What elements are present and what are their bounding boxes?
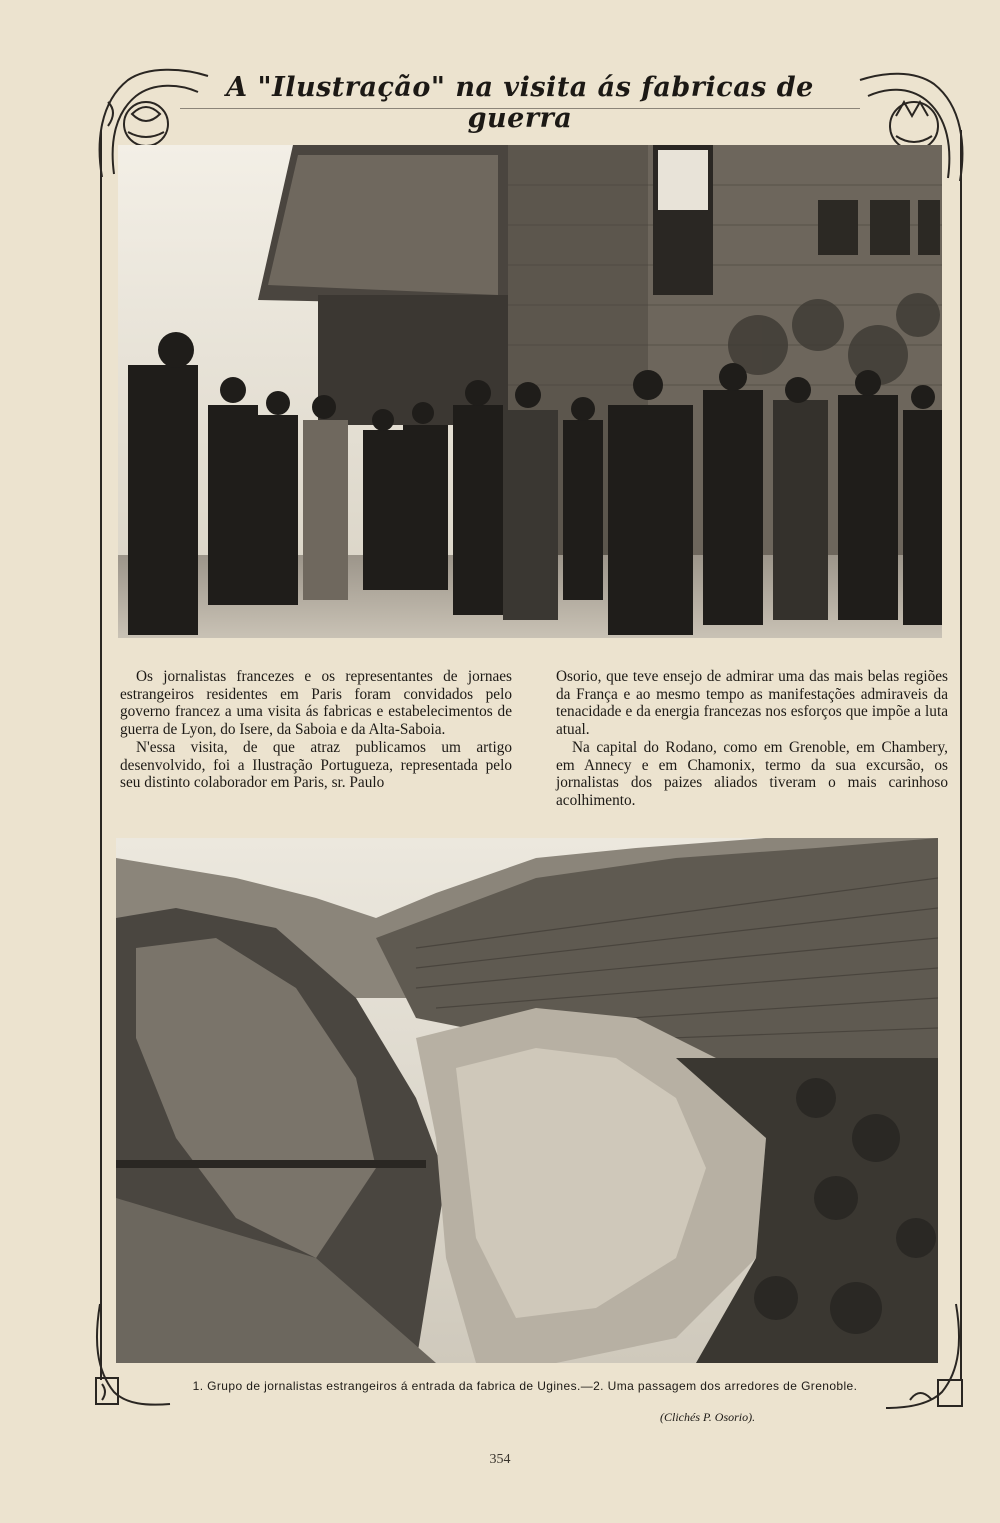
article-paragraph: Osorio, que teve ensejo de admirar uma das mais belas regiões da França e ao mesmo tempo as manifestações admiraveis da tenacidade e da energia francezas nos esforços que impõe a luta atual. [556,668,948,738]
photo-caption: 1. Grupo de jornalistas estrangeiros á entrada da fabrica de Ugines.—2. Uma passagem dos arredores de Grenoble. [192,1379,858,1393]
journalists-group-photo [118,145,942,638]
article-paragraph: N'essa visita, de que atraz publicamos um artigo desenvolvido, foi a Ilustração Portugueza, representada pelo seu distinto colaborador em Paris, sr. Paulo [120,739,512,791]
photo-credit: (Clichés P. Osorio). [660,1410,756,1424]
article-paragraph: Os jornalistas francezes e os representantes de jornaes estrangeiros residentes em Paris foram convidados pelo governo francez a uma visita ás fabricas e estabelecimentos de guerra de Lyon, do Isere, da Saboia e da Alta-Saboia. [120,668,512,738]
page-title: A "Ilustração" na visita ás fabricas de guerra [226,72,814,134]
grenoble-landscape-photo [116,838,938,1363]
article-right-column [556,668,948,809]
frame-left-border [100,130,102,1380]
article-paragraph: Na capital do Rodano, como em Grenoble, em Chambery, em Annecy e em Chamonix, termo da sua excursão, os jornalistas dos paizes aliados tiveram o mais carinhoso acolhimento. [556,739,948,809]
article-left-column [120,668,512,792]
frame-right-border [960,130,962,1380]
page-number: 354 [489,1452,511,1467]
